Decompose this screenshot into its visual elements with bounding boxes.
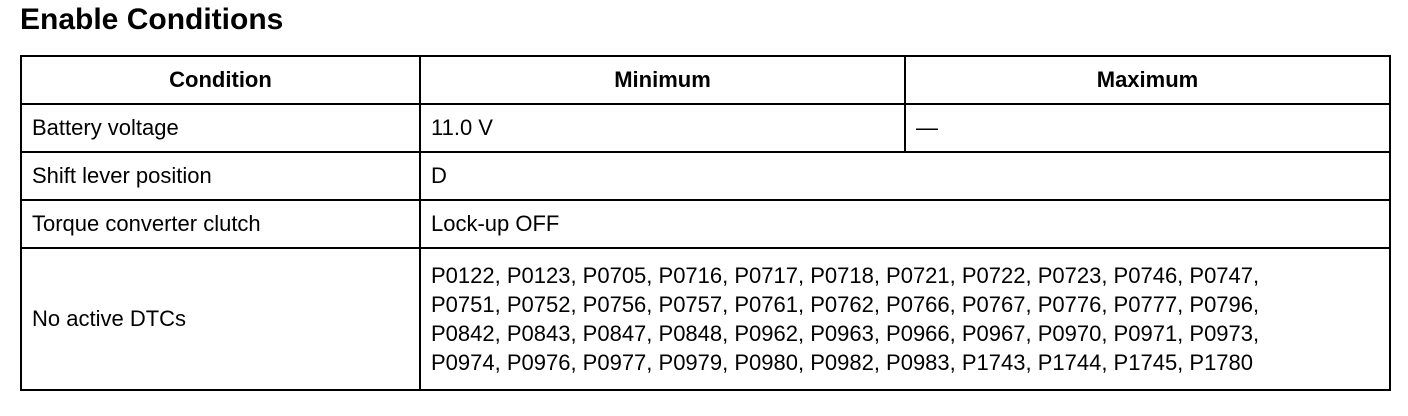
value-cell: D	[420, 152, 1390, 200]
table-row	[21, 248, 1390, 390]
enable-conditions-table	[20, 55, 1391, 391]
value-cell: Lock-up OFF	[420, 200, 1390, 248]
dtc-list-line: P0122, P0123, P0705, P0716, P0717, P0718, P0721, P0722, P0723, P0746, P0747,	[431, 263, 1260, 288]
column-header-maximum: Maximum	[905, 56, 1390, 104]
table-header-row	[21, 56, 1390, 104]
table-row	[21, 104, 1390, 152]
condition-cell: Battery voltage	[21, 104, 420, 152]
dtc-list-cell	[420, 248, 1390, 390]
condition-cell: Shift lever position	[21, 152, 420, 200]
dtc-list-line: P0751, P0752, P0756, P0757, P0761, P0762, P0766, P0767, P0776, P0777, P0796,	[431, 292, 1260, 317]
dtc-list-line: P0842, P0843, P0847, P0848, P0962, P0963, P0966, P0967, P0970, P0971, P0973,	[431, 321, 1260, 346]
column-header-minimum: Minimum	[420, 56, 905, 104]
table-row	[21, 200, 1390, 248]
column-header-condition: Condition	[21, 56, 420, 104]
minimum-cell: 11.0 V	[420, 104, 905, 152]
maximum-cell: —	[905, 104, 1390, 152]
table-row	[21, 152, 1390, 200]
condition-cell: Torque converter clutch	[21, 200, 420, 248]
dtc-list-line: P0974, P0976, P0977, P0979, P0980, P0982, P0983, P1743, P1744, P1745, P1780	[431, 350, 1254, 375]
condition-cell: No active DTCs	[21, 248, 420, 390]
page-title: Enable Conditions	[20, 3, 284, 36]
